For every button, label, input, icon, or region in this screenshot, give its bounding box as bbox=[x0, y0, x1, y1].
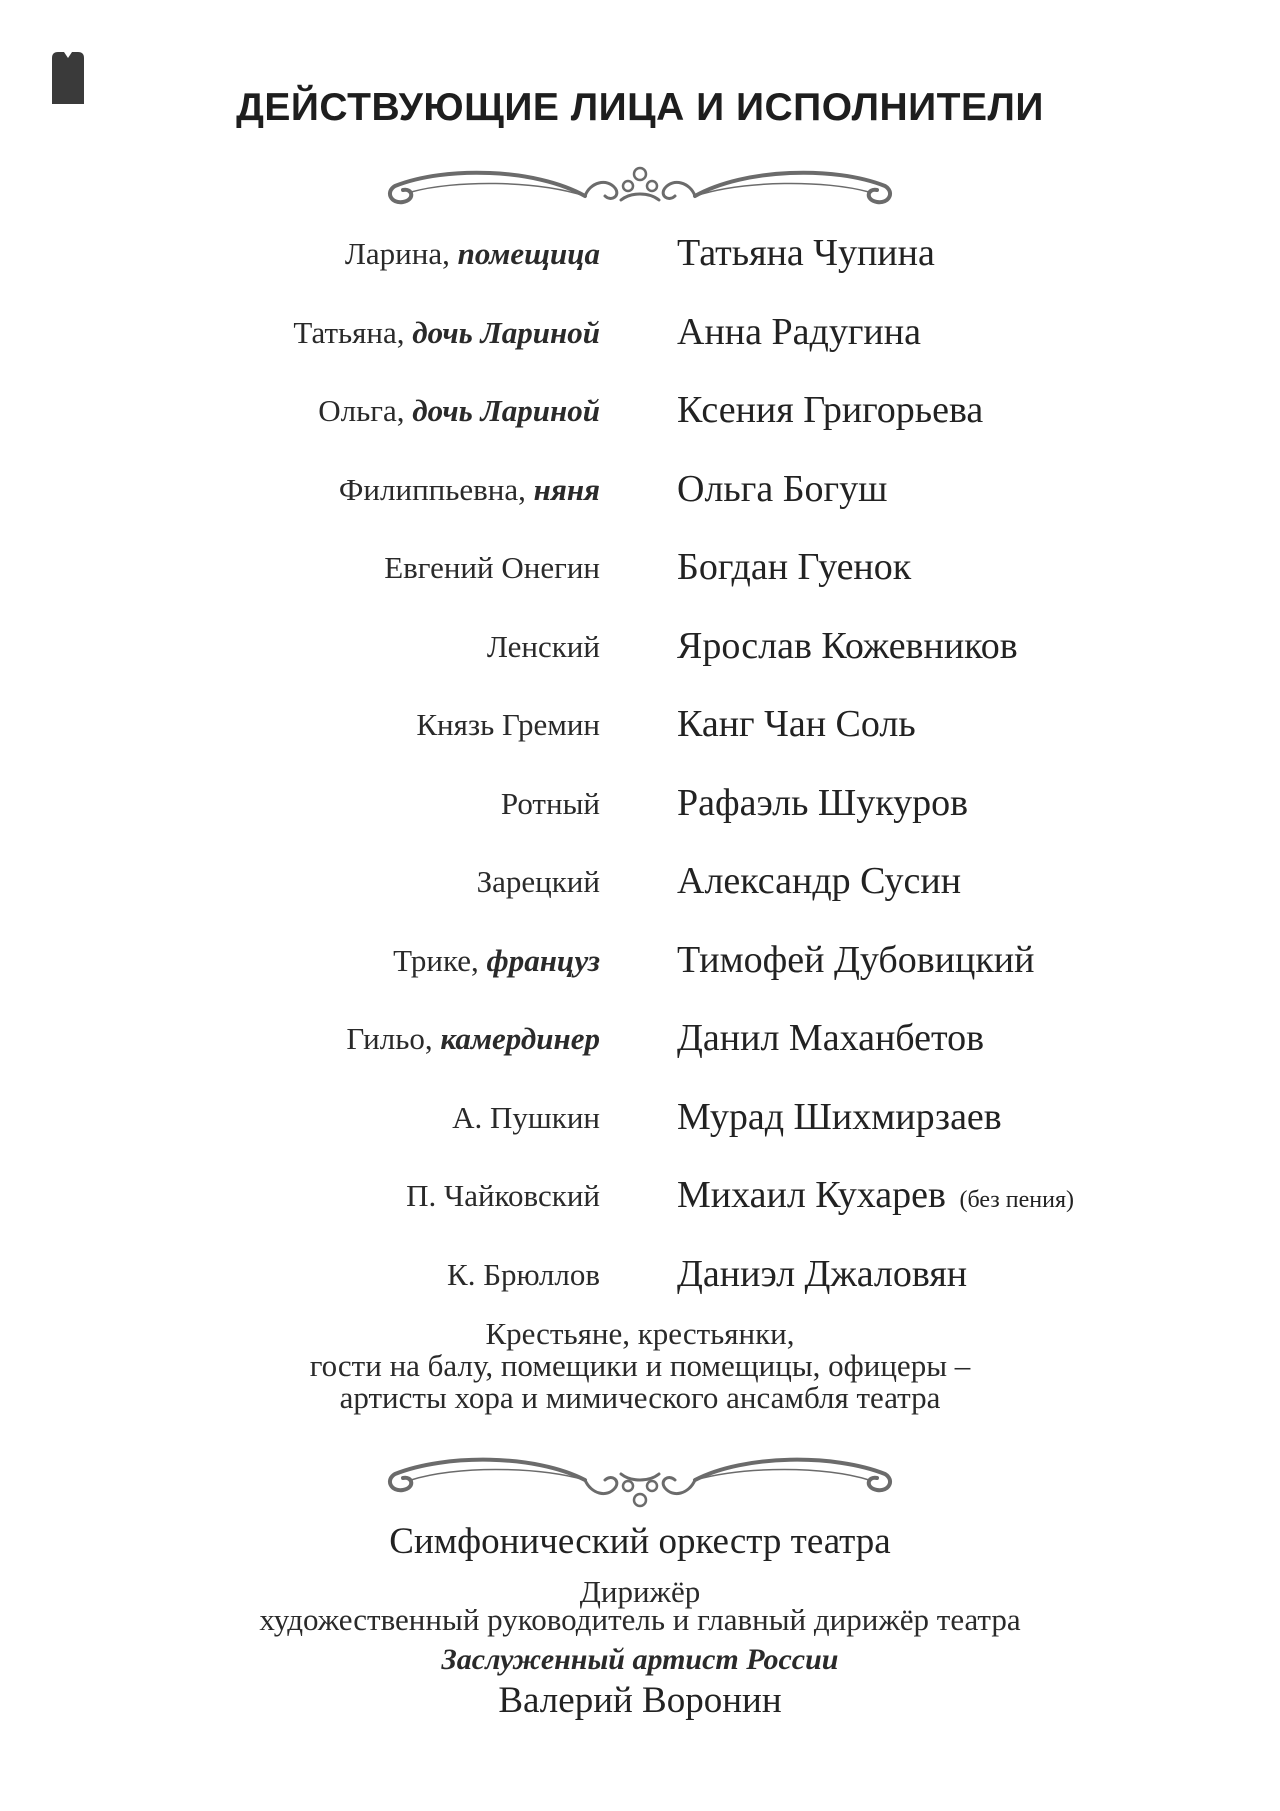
conductor-name: Валерий Воронин bbox=[498, 1680, 782, 1721]
cast-row bbox=[0, 939, 1280, 1018]
orchestra-name: Симфонический оркестр театра bbox=[389, 1521, 891, 1562]
role-description: дочь Лариной bbox=[412, 314, 600, 350]
role-name: Ольга, дочь Лариной bbox=[318, 393, 600, 428]
role-description: помещица bbox=[457, 236, 600, 271]
performer-name: Богдан Гуенок bbox=[677, 546, 912, 588]
chorus-line: гости на балу, помещики и помещицы, офицеры – bbox=[309, 1348, 971, 1383]
chorus-credits bbox=[0, 1318, 1280, 1414]
role-name: Ленский bbox=[486, 628, 600, 664]
conductor-honorary-title: Заслуженный артист России bbox=[441, 1643, 839, 1676]
role-name: Ротный bbox=[500, 785, 600, 821]
ornament-divider-bottom bbox=[385, 1450, 895, 1520]
cast-row bbox=[0, 389, 1280, 468]
cast-row bbox=[0, 546, 1280, 625]
role-name: Филиппьевна, няня bbox=[338, 471, 600, 507]
role-description: няня bbox=[533, 471, 600, 507]
role-description: камердинер bbox=[440, 1021, 600, 1056]
role-name: Князь Гремин bbox=[416, 707, 600, 742]
performer-name: Ксения Григорьева bbox=[677, 389, 984, 431]
cast-row bbox=[0, 468, 1280, 547]
performer-name: Ольга Богуш bbox=[677, 467, 888, 510]
role-name: Гильо, камердинер bbox=[346, 1021, 600, 1056]
page-title: ДЕЙСТВУЮЩИЕ ЛИЦА И ИСПОЛНИТЕЛИ bbox=[236, 86, 1044, 129]
performer-name: Тимофей Дубовицкий bbox=[677, 938, 1035, 981]
performer-name: Мурад Шихмирзаев bbox=[677, 1095, 1002, 1138]
cast-row bbox=[0, 1096, 1280, 1175]
performer-name: Татьяна Чупина bbox=[677, 232, 935, 274]
cast-row bbox=[0, 782, 1280, 861]
role-name: Татьяна, дочь Лариной bbox=[293, 314, 600, 350]
conductor-label: Дирижёр bbox=[579, 1574, 701, 1609]
cast-row bbox=[0, 703, 1280, 782]
performer-name: Анна Радугина bbox=[677, 310, 921, 353]
performer-name: Данил Маханбетов bbox=[677, 1017, 985, 1059]
performer-name: Ярослав Кожевников bbox=[677, 624, 1018, 667]
role-name: П. Чайковский bbox=[406, 1178, 600, 1213]
cast-row bbox=[0, 311, 1280, 390]
ornament-divider-top bbox=[385, 158, 895, 228]
chorus-line: артисты хора и мимического ансамбля театра bbox=[339, 1380, 941, 1415]
role-description: француз bbox=[486, 942, 600, 978]
performer-name: Михаил Кухарев (без пения) bbox=[677, 1174, 1074, 1216]
role-name: Евгений Онегин bbox=[384, 550, 600, 585]
chorus-line: Крестьяне, крестьянки, bbox=[485, 1316, 795, 1351]
role-name: Ларина, помещица bbox=[344, 236, 600, 271]
performer-name: Александр Сусин bbox=[677, 860, 962, 902]
cast-row bbox=[0, 232, 1280, 311]
performer-name: Даниэл Джаловян bbox=[677, 1252, 968, 1295]
conductor-position: художественный руководитель и главный дирижёр театра bbox=[259, 1602, 1021, 1637]
role-name: К. Брюллов bbox=[447, 1256, 600, 1292]
role-name: А. Пушкин bbox=[452, 1099, 600, 1135]
cast-row bbox=[0, 1017, 1280, 1096]
performer-note: (без пения) bbox=[959, 1187, 1074, 1213]
role-name: Трике, француз bbox=[393, 942, 600, 978]
role-description: дочь Лариной bbox=[412, 393, 600, 428]
cast-row bbox=[0, 625, 1280, 704]
cast-list bbox=[0, 232, 1280, 1331]
performer-name: Рафаэль Шукуров bbox=[677, 781, 969, 824]
performer-name: Канг Чан Соль bbox=[677, 703, 916, 745]
role-name: Зарецкий bbox=[476, 864, 600, 899]
cast-row bbox=[0, 860, 1280, 939]
cast-row bbox=[0, 1174, 1280, 1253]
